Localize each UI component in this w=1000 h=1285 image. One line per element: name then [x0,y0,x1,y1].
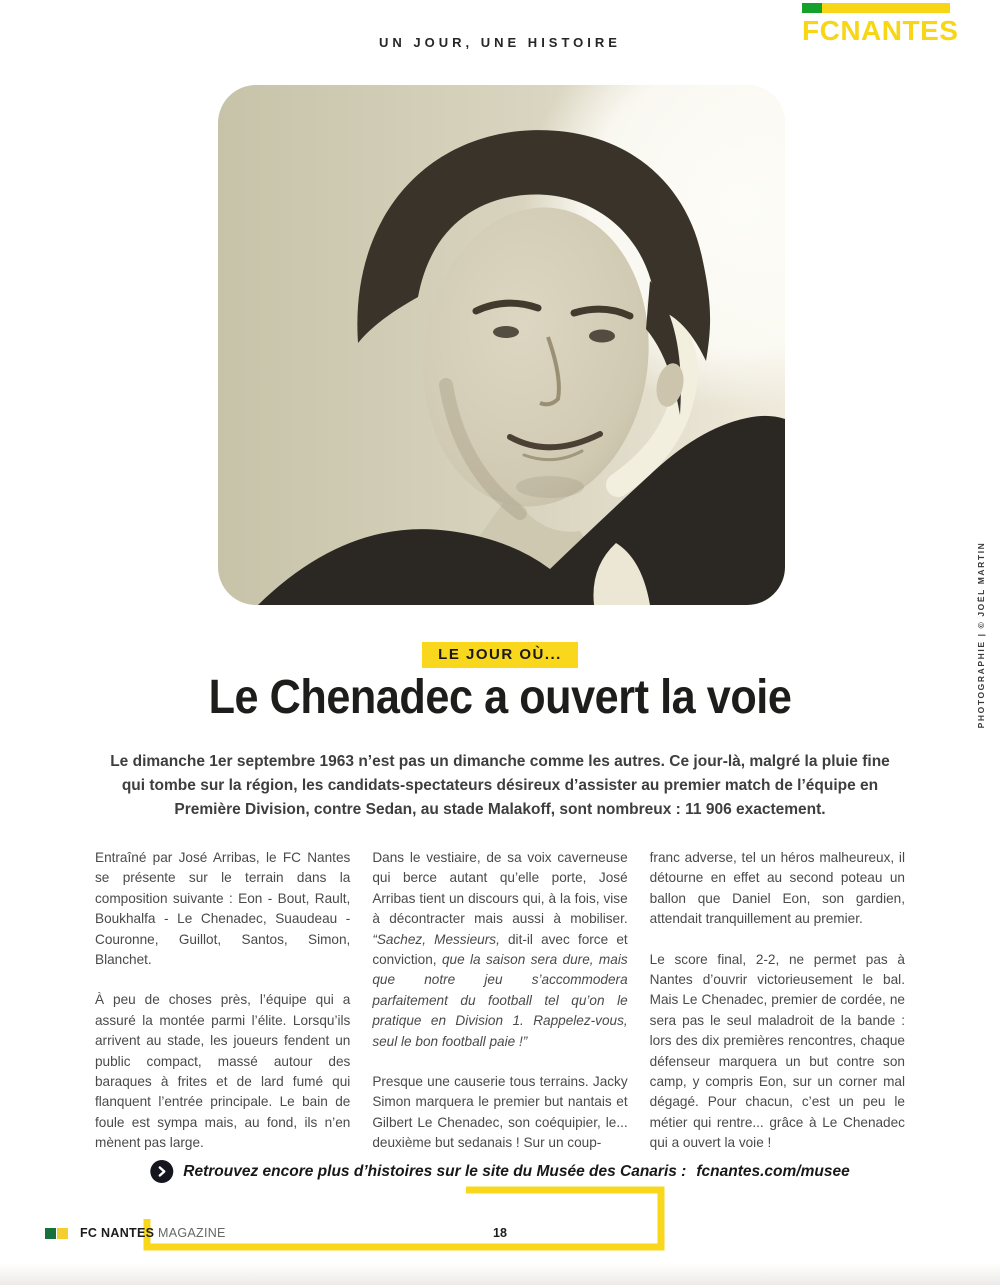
article-columns [95,848,905,1154]
paragraph: Le score final, 2-2, ne permet pas à Nantes d’ouvrir victorieusement le bal. Mais Le Chenadec, premier de cordée, ne sera pas le seul maladroit de la bande : lors des dix premières rencontres, chaque défenseur marquera un but contre son camp, y compris Eon, sur un corner mal dégagé. Pour chacun, c’est un peu le métier qui rentre... grâce à Le Chenadec qui a ouvert la voie ! [649,951,905,1151]
magazine-title-light: MAGAZINE [158,1226,226,1240]
page-bottom-edge [0,1263,1000,1285]
section-kicker: UN JOUR, UNE HISTOIRE [379,35,621,50]
article-lead: Le dimanche 1er septembre 1963 n’est pas un dimanche comme les autres. Ce jour-là, malgré la pluie fine qui tombe sur la région, les candidats-spectateurs désireux d’assister au premier match de l’équipe en Première Division, contre Sedan, au stade Malakoff, sont nombreux : 11 906 exactement. [110,753,890,818]
chevron-right-icon [150,1160,173,1183]
brand-bar-yellow-segment [822,3,950,13]
portrait-photo [218,85,785,605]
column-2 [372,848,627,1154]
section-label: LE JOUR OÙ... [422,642,578,668]
quote-italic: “Sachez, Messieurs, [372,931,508,947]
brand-bar-green-segment [802,3,822,13]
portrait-illustration [218,85,785,605]
quote-attribution: dit-il avec force et conviction, [372,931,628,968]
article-title: Le Chenadec a ouvert la voie [208,671,792,724]
paragraph: À peu de choses près, l’équipe qui a assuré la montée parmi l’élite. Lorsqu’ils arrivent au stade, les joueurs fendent un public compact, massé autour des baraques à frites et de lard fumé qui flanquent l’entrée principale. Le bain de foule est sympa mais, au fond, ils n’en mènent pas large. [95,992,351,1151]
magazine-title-bold: FC NANTES [80,1226,155,1240]
quote-italic: que la saison sera dure, mais que notre jeu s’accommodera parfaitement du football tel qu’on le pratique en Division 1. Rappelez-vous, seul le bon football paie !” [372,952,628,1049]
paragraph: franc adverse, tel un héros malheureux, il détourne en effet au second poteau un ballon que Daniel Eon, son gardien, attendait tranquillement au premier. [649,850,905,927]
yellow-frame-decoration [140,1183,680,1258]
paragraph: Entraîné par José Arribas, le FC Nantes se présente sur le terrain dans la composition suivante : Eon - Bout, Rault, Boukhalfa - Le Chenadec, Suaudeau - Couronne, Guillot, Santos, Simon, Blanchet. [95,850,351,968]
column-1 [95,848,350,1154]
note-link[interactable]: fcnantes.com/musee [696,1162,850,1180]
brand-bar [802,3,950,13]
column-3 [650,848,905,1154]
museum-note [150,1160,849,1183]
paragraph: Presque une causerie tous terrains. Jacky Simon marquera le premier but nantais et Gilbert Le Chenadec, son coéquipier, le... deuxième but sedanais ! Sur un coup- [372,1074,628,1151]
page-number: 18 [493,1226,507,1240]
note-text: Retrouvez encore plus d’histoires sur le site du Musée des Canaris : [183,1162,687,1180]
brand-wordmark: FCNANTES [802,15,959,46]
fcnantes-logo [802,3,959,46]
section-label-wrap [0,642,1000,668]
paragraph [372,848,627,1052]
photo-credit: PHOTOGRAPHIE | © JOËL MARTIN [976,541,986,729]
quote-intro: Dans le vestiaire, de sa voix caverneuse qui berce autant qu’elle porte, José Arribas tient un discours qui, à la fois, vise à décontracter mais aussi à mobiliser. [372,850,628,927]
